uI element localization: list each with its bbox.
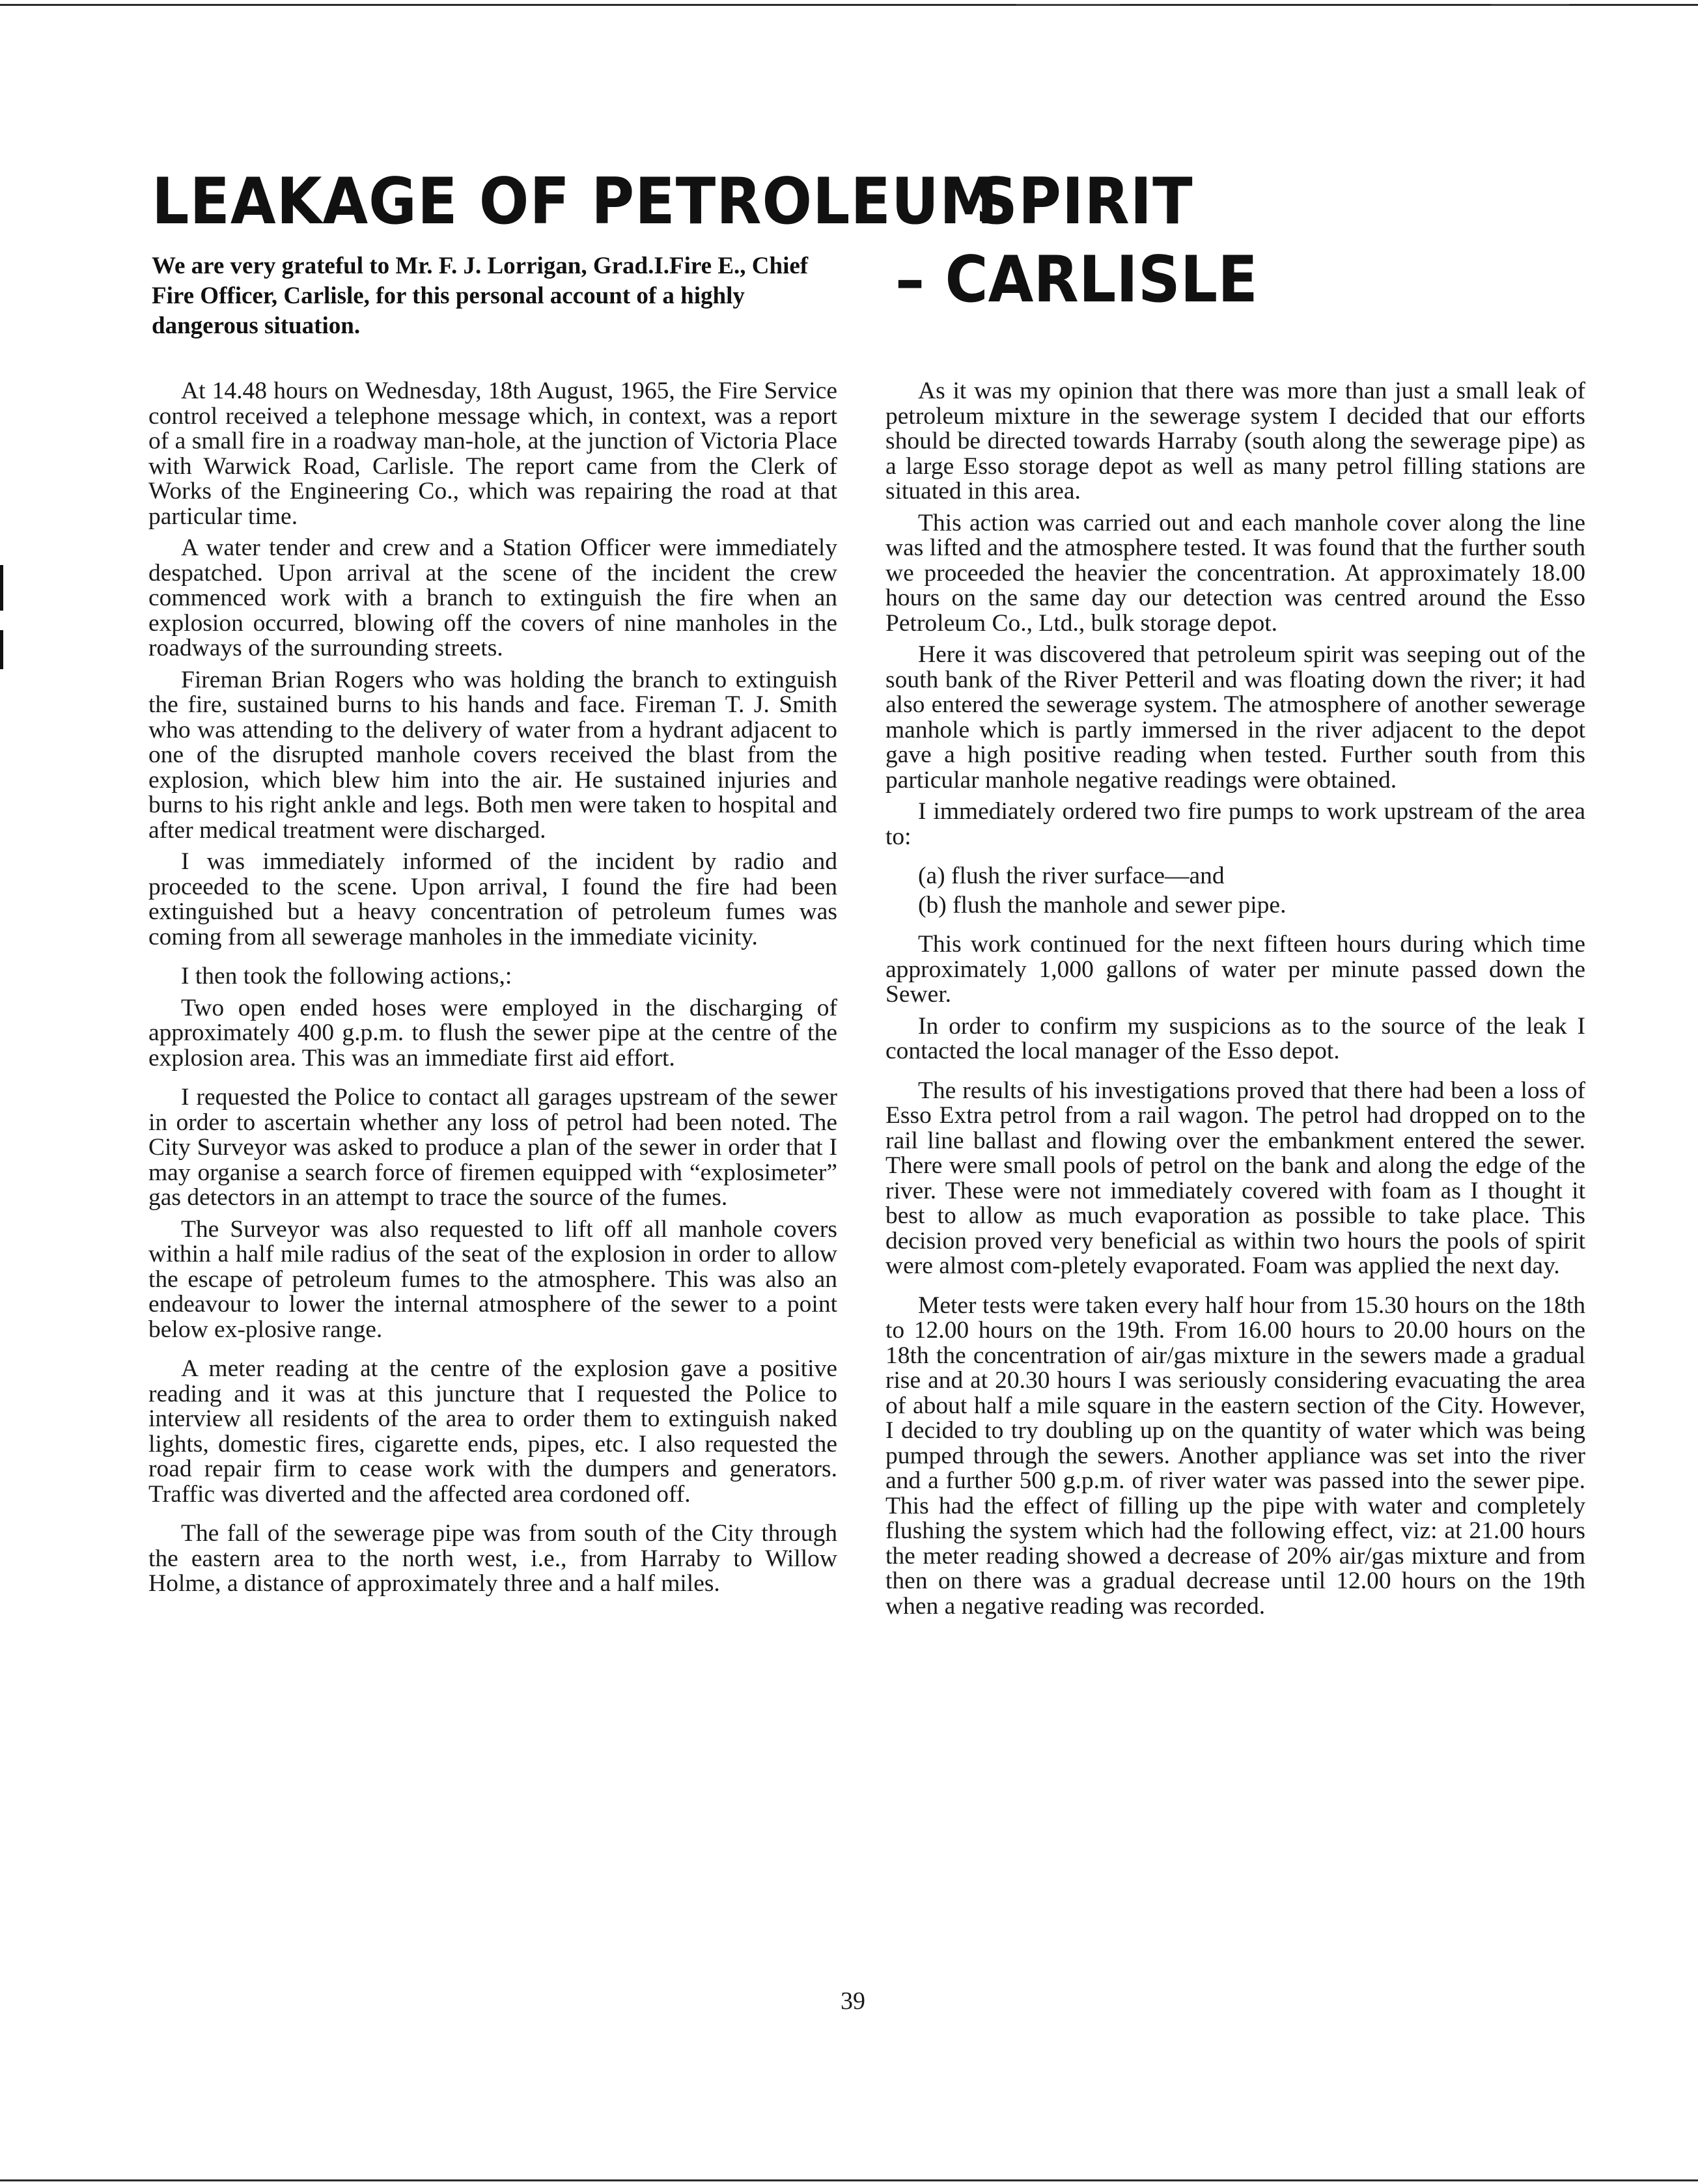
paragraph: At 14.48 hours on Wednesday, 18th August, 1965, the Fire Service control received a telephone message which, in context, was a report of a small fire in a roadway man-hole, at the junction of Victoria Place with Warwick Road, Carlisle. The report came from the Clerk of Works of the Engineering Co., which was repairing the road at that particular time. <box>148 378 837 530</box>
paragraph: A water tender and crew and a Station Officer were immediately despatched. Upon arrival at the scene of the incident the crew commenced work with a branch to extinguish the fire when an explosion occurred, blowing off the covers of nine manholes in the roadways of the surrounding streets. <box>148 534 837 661</box>
headline-part-2: SPIRIT <box>975 165 1193 239</box>
intro-standfirst: We are very grateful to Mr. F. J. Lorrigan, Grad.I.Fire E., Chief Fire Officer, Carlisle, for this personal account of a highly dangerous situation. <box>152 253 809 339</box>
paragraph: Two open ended hoses were employed in the discharging of approximately 400 g.p.m. to flush the sewer pipe at the centre of the explosion area. This was an immediate first aid effort. <box>148 994 837 1071</box>
list-item: (a) flush the river surface—and <box>918 863 1225 889</box>
paragraph: As it was my opinion that there was more than just a small leak of petroleum mixture in the sewerage system I decided that our efforts should be directed towards Harraby (south along the sewerage pipe) as a large Esso storage depot as well as many petrol filling stations are situated in this area. <box>885 378 1585 505</box>
paragraph: I then took the following actions,: <box>181 963 512 989</box>
scan-mark <box>1491 4 1569 5</box>
article-headline <box>152 163 1410 241</box>
headline-part-1: LEAKAGE OF PETROLEUM <box>152 165 999 239</box>
paragraph: I requested the Police to contact all garages upstream of the sewer in order to ascertain whether any loss of petrol had been noted. The City Surveyor was asked to produce a plan of the sewer in order that I may organise a search force of firemen equipped with “explosimeter” gas detectors in an attempt to trace the source of the fumes. <box>148 1084 837 1211</box>
right-column <box>885 379 1585 1625</box>
paragraph: This action was carried out and each manhole cover along the line was lifted and the atmosphere tested. It was found that the further south we proceeded the heavier the concentration. At approximately 18.00 hours on the same day our detection was centred around the Esso Petroleum Co., Ltd., bulk storage depot. <box>885 509 1585 637</box>
paragraph: Here it was discovered that petroleum spirit was seeping out of the south bank of the River Petteril and was floating down the river; it had also entered the sewerage system. The atmosphere of another sewerage manhole which is partly immersed in the river adjacent to the depot gave a high positive reading when tested. Further south from this particular manhole negative readings were obtained. <box>885 641 1585 794</box>
paragraph: I was immediately informed of the incident by radio and proceeded to the scene. Upon arrival, I found the fire had been extinguished but a heavy concentration of petroleum fumes was coming from all sewerage manholes in the immediate vicinity. <box>148 848 837 950</box>
paragraph: The results of his investigations proved that there had been a loss of Esso Extra petrol from a rail wagon. The petrol had dropped on to the rail line ballast and flowing over the embankment entered the sewer. There were small pools of petrol on the bank and along the edge of the river. These were not immediately covered with foam as I thought it best to allow as much evaporation as possible to take place. This decision proved very beneficial as within two hours the pools of spirit were almost com-pletely evaporated. Foam was applied the next day. <box>885 1077 1585 1279</box>
left-column <box>148 379 837 1603</box>
margin-mark <box>0 565 3 611</box>
paragraph: In order to confirm my suspicions as to the source of the leak I contacted the local manager of the Esso depot. <box>885 1012 1585 1064</box>
margin-mark <box>0 630 3 669</box>
paragraph: This work continued for the next fifteen hours during which time approximately 1,000 gallons of water per minute passed down the Sewer. <box>885 931 1585 1008</box>
list-item: (b) flush the manhole and sewer pipe. <box>918 891 1287 919</box>
paragraph: The fall of the sewerage pipe was from south of the City through the eastern area to the north west, i.e., from Harraby to Willow Holme, a distance of approximately three and a half miles. <box>148 1520 837 1597</box>
paragraph: Fireman Brian Rogers who was holding the branch to extinguish the fire, sustained burns to his hands and face. Fireman T. J. Smith who was attending to the delivery of water from a hydrant adjacent to one of the disrupted manhole covers received the blast from the explosion, which blew him into the air. He sustained injuries and burns to his right ankle and legs. Both men were taken to hospital and after medical treatment were discharged. <box>148 666 837 844</box>
scan-border-bottom <box>0 2179 1698 2181</box>
paragraph: I immediately ordered two fire pumps to work upstream of the area to: <box>885 798 1585 850</box>
paragraph: The Surveyor was also requested to lift off all manhole covers within a half mile radius of the seat of the explosion in order to allow the escape of petroleum fumes to the atmosphere. This was also an endeavour to lower the internal atmosphere of the sewer to a point below ex-plosive range. <box>148 1215 837 1343</box>
page-number: 39 <box>841 1987 865 2015</box>
paragraph: A meter reading at the centre of the explosion gave a positive reading and it was at this juncture that I requested the Police to interview all residents of the area to order them to extinguish naked lights, domestic fires, cigarette ends, pipes, etc. I also requested the road repair firm to cease work with the dumpers and generators. Traffic was diverted and the affected area cordoned off. <box>148 1355 837 1508</box>
scan-border-top <box>0 4 1698 6</box>
headline-subtitle: – CARLISLE <box>895 243 1258 317</box>
scan-mark <box>1016 4 1120 5</box>
paragraph: Meter tests were taken every half hour from 15.30 hours on the 18th to 12.00 hours on the 19th. From 16.00 hours to 20.00 hours on the 18th the concentration of air/gas mixture in the sewers made a gradual rise and at 20.30 hours I was seriously considering evacuating the area of about half a mile square in the eastern section of the City. However, I decided to try doubling up on the quantity of water which was being pumped through the sewers. Another appliance was set into the river and a further 500 g.p.m. of river water was passed into the sewer pipe. This had the effect of filling up the pipe with water and completely flushing the system which had the following effect, viz: at 21.00 hours the meter reading showed a decrease of 20% air/gas mixture and from then on there was a gradual decrease until 12.00 hours on the 19th when a negative reading was recorded. <box>885 1292 1585 1620</box>
